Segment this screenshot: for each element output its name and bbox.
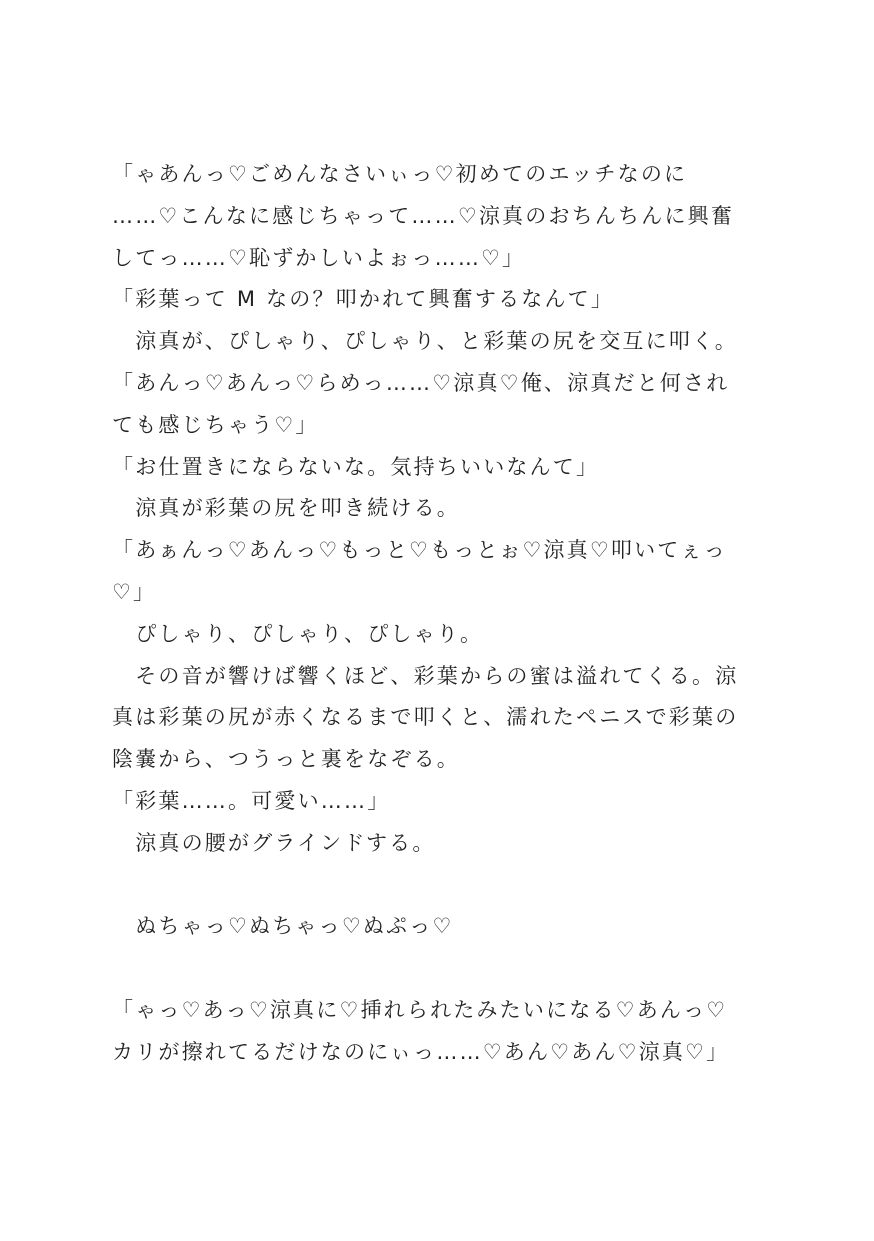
text-line: 「ゃっ♡あっ♡涼真に♡挿れられたみたいになる♡あんっ♡ — [112, 997, 728, 1022]
text-line: カリが擦れてるだけなのにぃっ……♡あん♡あん♡涼真♡」 — [112, 1039, 730, 1064]
text-line: ぴしゃり、ぴしゃり、ぴしゃり。 — [112, 621, 484, 646]
text-line: 涼真が彩葉の尻を叩き続ける。 — [112, 496, 460, 521]
text-line: ぬちゃっ♡ぬちゃっ♡ぬぷっ♡ — [112, 914, 454, 939]
text-line: 涼真の腰がグラインドする。 — [112, 830, 436, 855]
body-text — [112, 154, 764, 1074]
text-line: 陰嚢から、つうっと裏をなぞる。 — [112, 747, 460, 772]
blank-line — [112, 948, 764, 990]
text-line: 涼真が、ぴしゃり、ぴしゃり、と彩葉の尻を交互に叩く。 — [112, 329, 738, 354]
text-line: その音が響けば響くほど、彩葉からの蜜は溢れてくる。涼 — [112, 663, 739, 688]
text-line: ……♡こんなに感じちゃって……♡涼真のおちんちんに興奮 — [112, 203, 735, 228]
text-line: してっ……♡恥ずかしいよぉっ……♡」 — [112, 245, 526, 270]
text-line: 「あぁんっ♡あんっ♡もっと♡もっとぉ♡涼真♡叩いてぇっ — [112, 538, 727, 563]
text-line: 「ゃあんっ♡ごめんなさいぃっ♡初めてのエッチなのに — [112, 162, 688, 186]
text-line: 「お仕置きにならないな。気持ちいいなんて」 — [112, 454, 600, 479]
text-line: 「彩葉……。可愛い……」 — [112, 788, 391, 813]
text-line: ♡」 — [112, 579, 157, 604]
blank-line — [112, 865, 764, 907]
text-line: 「彩葉って M なの？叩かれて興奮するなんて」 — [112, 287, 615, 312]
text-line: 真は彩葉の尻が赤くなるまで叩くと、濡れたペニスで彩葉の — [112, 705, 739, 730]
text-line: ても感じちゃう♡」 — [112, 412, 319, 437]
text-line: 「あんっ♡あんっ♡らめっ……♡涼真♡俺、涼真だと何され — [112, 370, 730, 395]
